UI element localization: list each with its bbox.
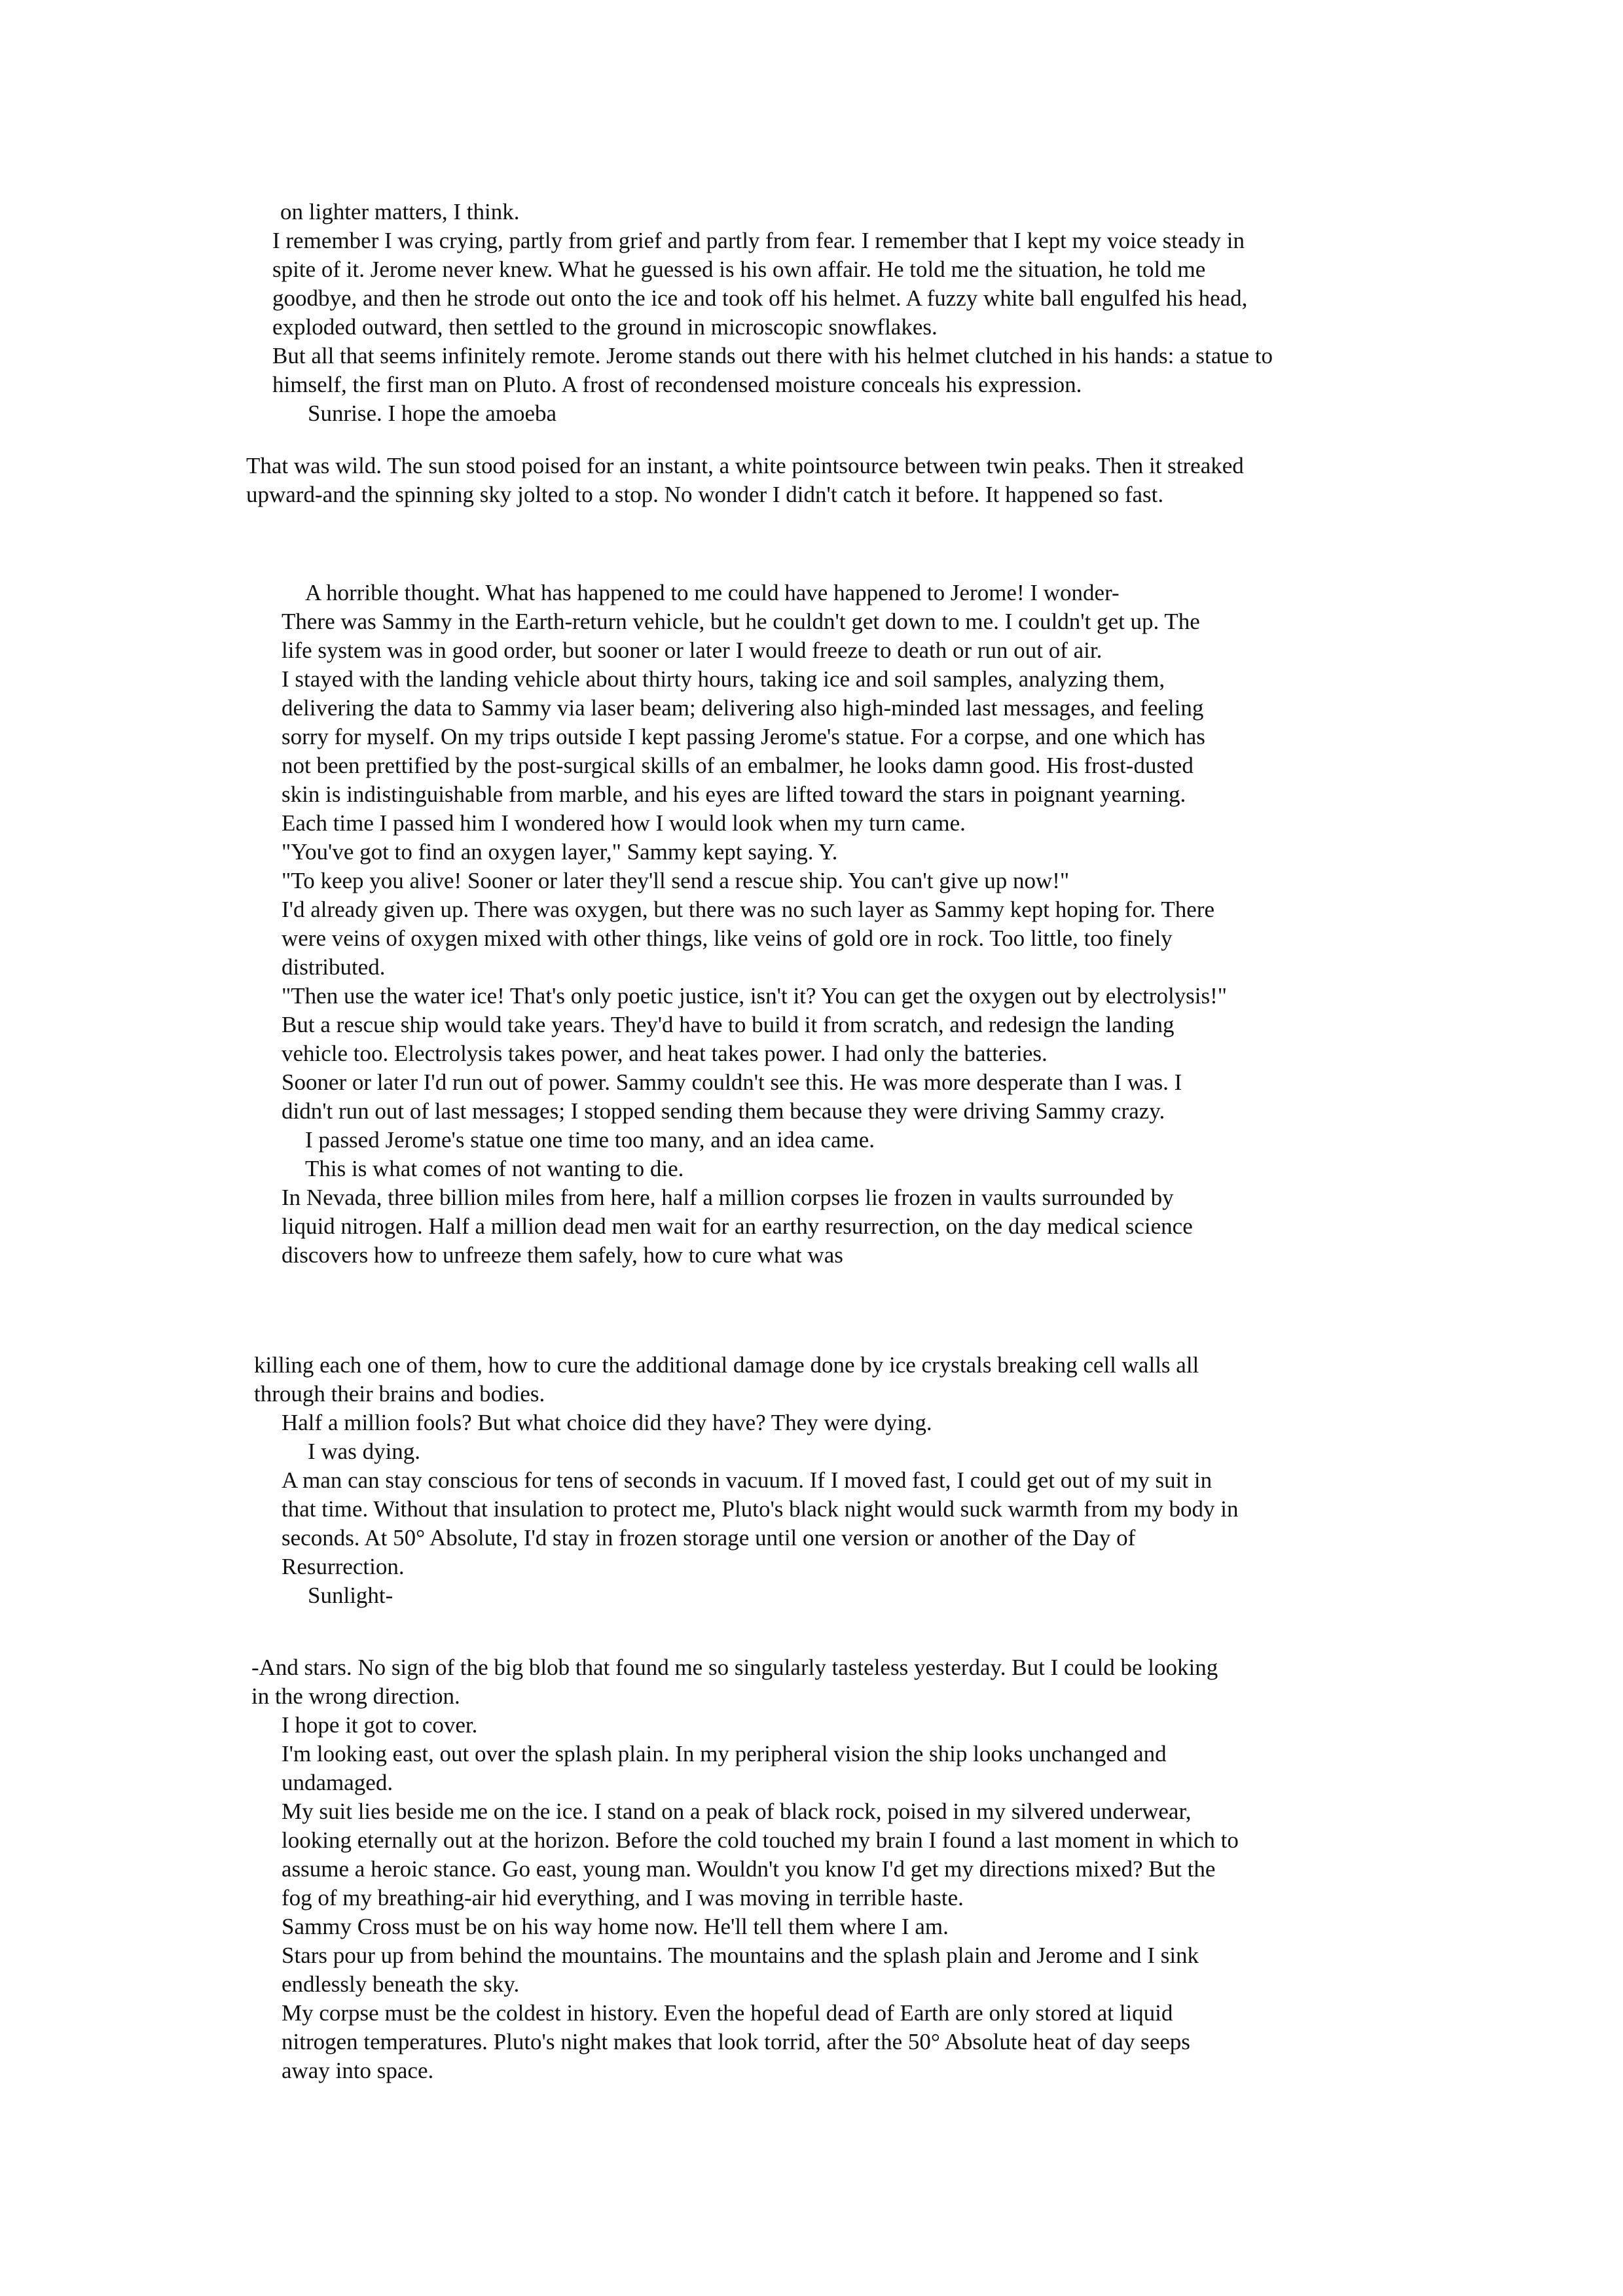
text-line: undamaged.: [282, 1770, 393, 1795]
text-line: But all that seems infinitely remote. Jerome stands out there with his helmet clutched in his hands: a statue to: [272, 343, 1273, 368]
text-line: "You've got to find an oxygen layer," Sammy kept saying. Y.: [282, 839, 838, 865]
text-line: Stars pour up from behind the mountains. The mountains and the splash plain and Jerome and I sink: [282, 1943, 1199, 1968]
text-line: There was Sammy in the Earth-return vehicle, but he couldn't get down to me. I couldn't get up. The: [282, 609, 1200, 634]
text-line: killing each one of them, how to cure the additional damage done by ice crystals breaking cell walls all: [254, 1352, 1199, 1378]
text-line: endlessly beneath the sky.: [282, 1971, 520, 1997]
text-line: -And stars. No sign of the big blob that found me so singularly tasteless yesterday. But I could be looking: [251, 1655, 1218, 1680]
text-line: were veins of oxygen mixed with other things, like veins of gold ore in rock. Too little, too finely: [282, 925, 1173, 951]
text-line: This is what comes of not wanting to die.: [305, 1156, 684, 1181]
text-line: goodbye, and then he strode out onto the ice and took off his helmet. A fuzzy white ball engulfed his head,: [272, 285, 1248, 311]
text-line: I was dying.: [308, 1439, 421, 1464]
text-line: Sooner or later I'd run out of power. Sammy couldn't see this. He was more desperate than I was. I: [282, 1069, 1182, 1095]
text-line: sorry for myself. On my trips outside I kept passing Jerome's statue. For a corpse, and one which has: [282, 724, 1205, 749]
text-line: himself, the first man on Pluto. A frost of recondensed moisture conceals his expression.: [272, 372, 1082, 397]
text-line: I remember I was crying, partly from grief and partly from fear. I remember that I kept my voice steady in: [272, 228, 1245, 253]
text-line: liquid nitrogen. Half a million dead men wait for an earthy resurrection, on the day medical science: [282, 1213, 1193, 1239]
text-line: through their brains and bodies.: [254, 1381, 545, 1407]
text-line: My corpse must be the coldest in history. Even the hopeful dead of Earth are only stored at liquid: [282, 2000, 1173, 2026]
text-line: assume a heroic stance. Go east, young man. Wouldn't you know I'd get my directions mixed? But the: [282, 1856, 1216, 1882]
text-line: Sunlight-: [308, 1583, 393, 1608]
text-line: "To keep you alive! Sooner or later they'll send a rescue ship. You can't give up now!": [282, 868, 1070, 893]
text-line: I stayed with the landing vehicle about thirty hours, taking ice and soil samples, analyzing them,: [282, 666, 1165, 692]
text-line: I'd already given up. There was oxygen, but there was no such layer as Sammy kept hoping for. There: [282, 897, 1215, 922]
text-line: I'm looking east, out over the splash plain. In my peripheral vision the ship looks unchanged and: [282, 1741, 1167, 1767]
text-line: delivering the data to Sammy via laser beam; delivering also high-minded last messages, and feeling: [282, 695, 1204, 721]
text-line: didn't run out of last messages; I stopped sending them because they were driving Sammy crazy.: [282, 1098, 1165, 1124]
text-line: vehicle too. Electrolysis takes power, and heat takes power. I had only the batteries.: [282, 1041, 1048, 1066]
text-line: nitrogen temperatures. Pluto's night makes that look torrid, after the 50° Absolute heat of day seeps: [282, 2029, 1190, 2054]
text-line: Each time I passed him I wondered how I would look when my turn came.: [282, 810, 966, 836]
text-line: But a rescue ship would take years. They'd have to build it from scratch, and redesign the landing: [282, 1012, 1175, 1037]
text-line: In Nevada, three billion miles from here, half a million corpses lie frozen in vaults surrounded by: [282, 1185, 1174, 1210]
text-line: Sunrise. I hope the amoeba: [308, 401, 557, 426]
text-line: That was wild. The sun stood poised for an instant, a white pointsource between twin peaks. Then it streaked: [246, 453, 1244, 478]
text-line: seconds. At 50° Absolute, I'd stay in frozen storage until one version or another of the Day of: [282, 1525, 1136, 1551]
text-line: Half a million fools? But what choice did they have? They were dying.: [282, 1410, 932, 1435]
text-line: "Then use the water ice! That's only poetic justice, isn't it? You can get the oxygen out by electrolysis!": [282, 983, 1228, 1009]
text-line: away into space.: [282, 2058, 434, 2083]
text-line: I passed Jerome's statue one time too many, and an idea came.: [305, 1127, 875, 1153]
text-line: A horrible thought. What has happened to me could have happened to Jerome! I wonder-: [305, 580, 1120, 605]
text-line: looking eternally out at the horizon. Before the cold touched my brain I found a last moment in which to: [282, 1827, 1239, 1853]
text-line: My suit lies beside me on the ice. I stand on a peak of black rock, poised in my silvered underwear,: [282, 1799, 1192, 1824]
text-line: I hope it got to cover.: [282, 1712, 478, 1738]
text-line: in the wrong direction.: [251, 1683, 460, 1709]
text-line: life system was in good order, but sooner or later I would freeze to death or run out of air.: [282, 637, 1103, 663]
text-line: on lighter matters, I think.: [280, 199, 520, 224]
text-line: exploded outward, then settled to the ground in microscopic snowflakes.: [272, 314, 938, 340]
text-line: Resurrection.: [282, 1554, 405, 1579]
text-line: distributed.: [282, 954, 386, 980]
text-line: that time. Without that insulation to protect me, Pluto's black night would suck warmth from my body in: [282, 1496, 1239, 1522]
text-line: fog of my breathing-air hid everything, and I was moving in terrible haste.: [282, 1885, 964, 1910]
text-line: Sammy Cross must be on his way home now. He'll tell them where I am.: [282, 1914, 949, 1939]
text-line: A man can stay conscious for tens of seconds in vacuum. If I moved fast, I could get out of my suit in: [282, 1467, 1213, 1493]
text-line: skin is indistinguishable from marble, and his eyes are lifted toward the stars in poignant yearning.: [282, 781, 1186, 807]
text-line: not been prettified by the post-surgical skills of an embalmer, he looks damn good. His frost-dusted: [282, 753, 1194, 778]
text-line: spite of it. Jerome never knew. What he guessed is his own affair. He told me the situation, he told me: [272, 257, 1206, 282]
text-line: upward-and the spinning sky jolted to a stop. No wonder I didn't catch it before. It happened so fast.: [246, 482, 1164, 507]
text-line: discovers how to unfreeze them safely, how to cure what was: [282, 1242, 843, 1268]
